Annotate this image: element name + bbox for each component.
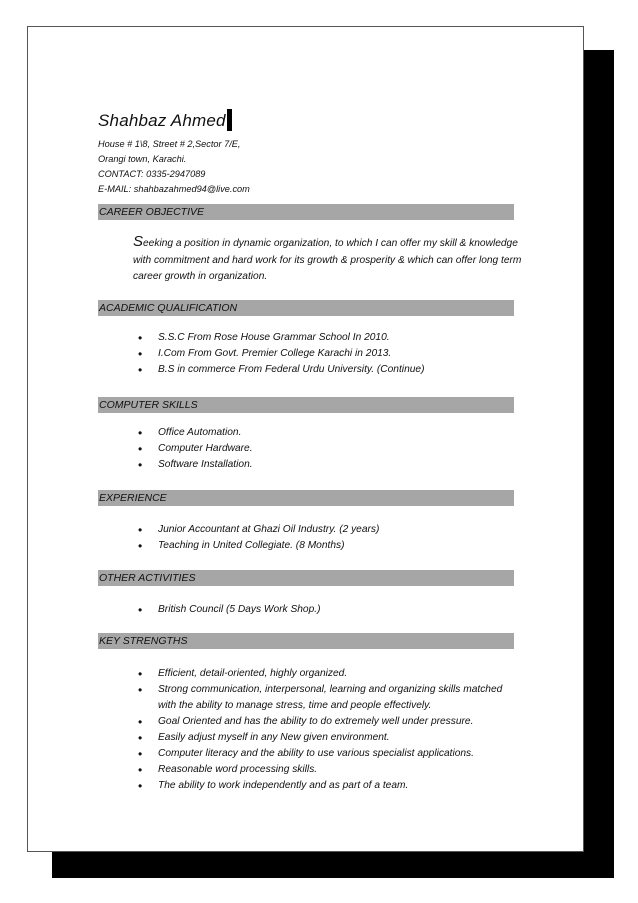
bullet-icon: • (138, 331, 143, 345)
experience-list (138, 522, 508, 554)
bullet-icon: • (138, 363, 143, 377)
career-objective-text (133, 234, 523, 286)
bullet-icon: • (138, 779, 143, 793)
section-heading-other-activities: OTHER ACTIVITIES (98, 570, 514, 586)
candidate-name (98, 109, 232, 131)
bullet-icon: • (138, 731, 143, 745)
phone-line: CONTACT: 0335-2947089 (98, 169, 206, 179)
other-activities-list (138, 602, 508, 618)
bullet-icon: • (138, 523, 143, 537)
bullet-icon: • (138, 458, 143, 472)
bullet-icon: • (138, 539, 143, 553)
resume-page (27, 26, 584, 852)
list-item: • Strong communication, interpersonal, learning and organizing skills matched with the ability to manage stress, time and people effectively. (138, 683, 503, 711)
list-item: • British Council (5 Days Work Shop.) (138, 603, 321, 617)
bullet-icon: • (138, 347, 143, 361)
bullet-icon: • (138, 683, 143, 697)
section-heading-key-strengths: KEY STRENGTHS (98, 633, 514, 649)
bullet-icon: • (138, 603, 143, 617)
bullet-icon: • (138, 763, 143, 777)
list-item: • Computer Hardware. (138, 442, 253, 456)
list-item: • Reasonable word processing skills. (138, 763, 318, 777)
list-item: • Office Automation. (138, 426, 242, 440)
address-line-1: House # 1\8, Street # 2,Sector 7/E, (98, 139, 241, 149)
list-item: • Easily adjust myself in any New given environment. (138, 731, 390, 745)
objective-initial: S (133, 233, 144, 250)
bullet-icon: • (138, 667, 143, 681)
email-line: E-MAIL: shahbazahmed94@live.com (98, 184, 250, 194)
list-item: • Goal Oriented and has the ability to do extremely well under pressure. (138, 715, 474, 729)
list-item: • Junior Accountant at Ghazi Oil Industry. (2 years) (138, 523, 380, 537)
bullet-icon: • (138, 442, 143, 456)
list-item: • Efficient, detail-oriented, highly organized. (138, 667, 348, 681)
key-strengths-list (138, 666, 508, 794)
list-item: • B.S in commerce From Federal Urdu University. (Continue) (138, 363, 425, 377)
list-item: • I.Com From Govt. Premier College Karachi in 2013. (138, 347, 392, 361)
bullet-icon: • (138, 747, 143, 761)
list-item: • Software Installation. (138, 458, 253, 472)
list-item: • Teaching in United Collegiate. (8 Months) (138, 539, 345, 553)
computer-skills-list (138, 425, 508, 473)
bullet-icon: • (138, 715, 143, 729)
list-item: • S.S.C From Rose House Grammar School In 2010. (138, 331, 390, 345)
list-item: • Computer literacy and the ability to use various specialist applications. (138, 747, 474, 761)
address-line-2: Orangi town, Karachi. (98, 154, 187, 164)
section-heading-academic: ACADEMIC QUALIFICATION (98, 300, 514, 316)
text-cursor-mark (227, 109, 232, 131)
contact-block (98, 137, 250, 197)
section-heading-computer-skills: COMPUTER SKILLS (98, 397, 514, 413)
list-item: • The ability to work independently and as part of a team. (138, 779, 409, 793)
section-heading-career-objective: CAREER OBJECTIVE (98, 204, 514, 220)
candidate-name-text: Shahbaz Ahmed (98, 111, 226, 130)
academic-list (138, 330, 508, 378)
objective-body: eeking a position in dynamic organization, to which I can offer my skill & knowledge with commitment and hard work for its growth & prosperity & which can offer long term career growth in organization. (133, 238, 522, 282)
section-heading-experience: EXPERIENCE (98, 490, 514, 506)
bullet-icon: • (138, 426, 143, 440)
